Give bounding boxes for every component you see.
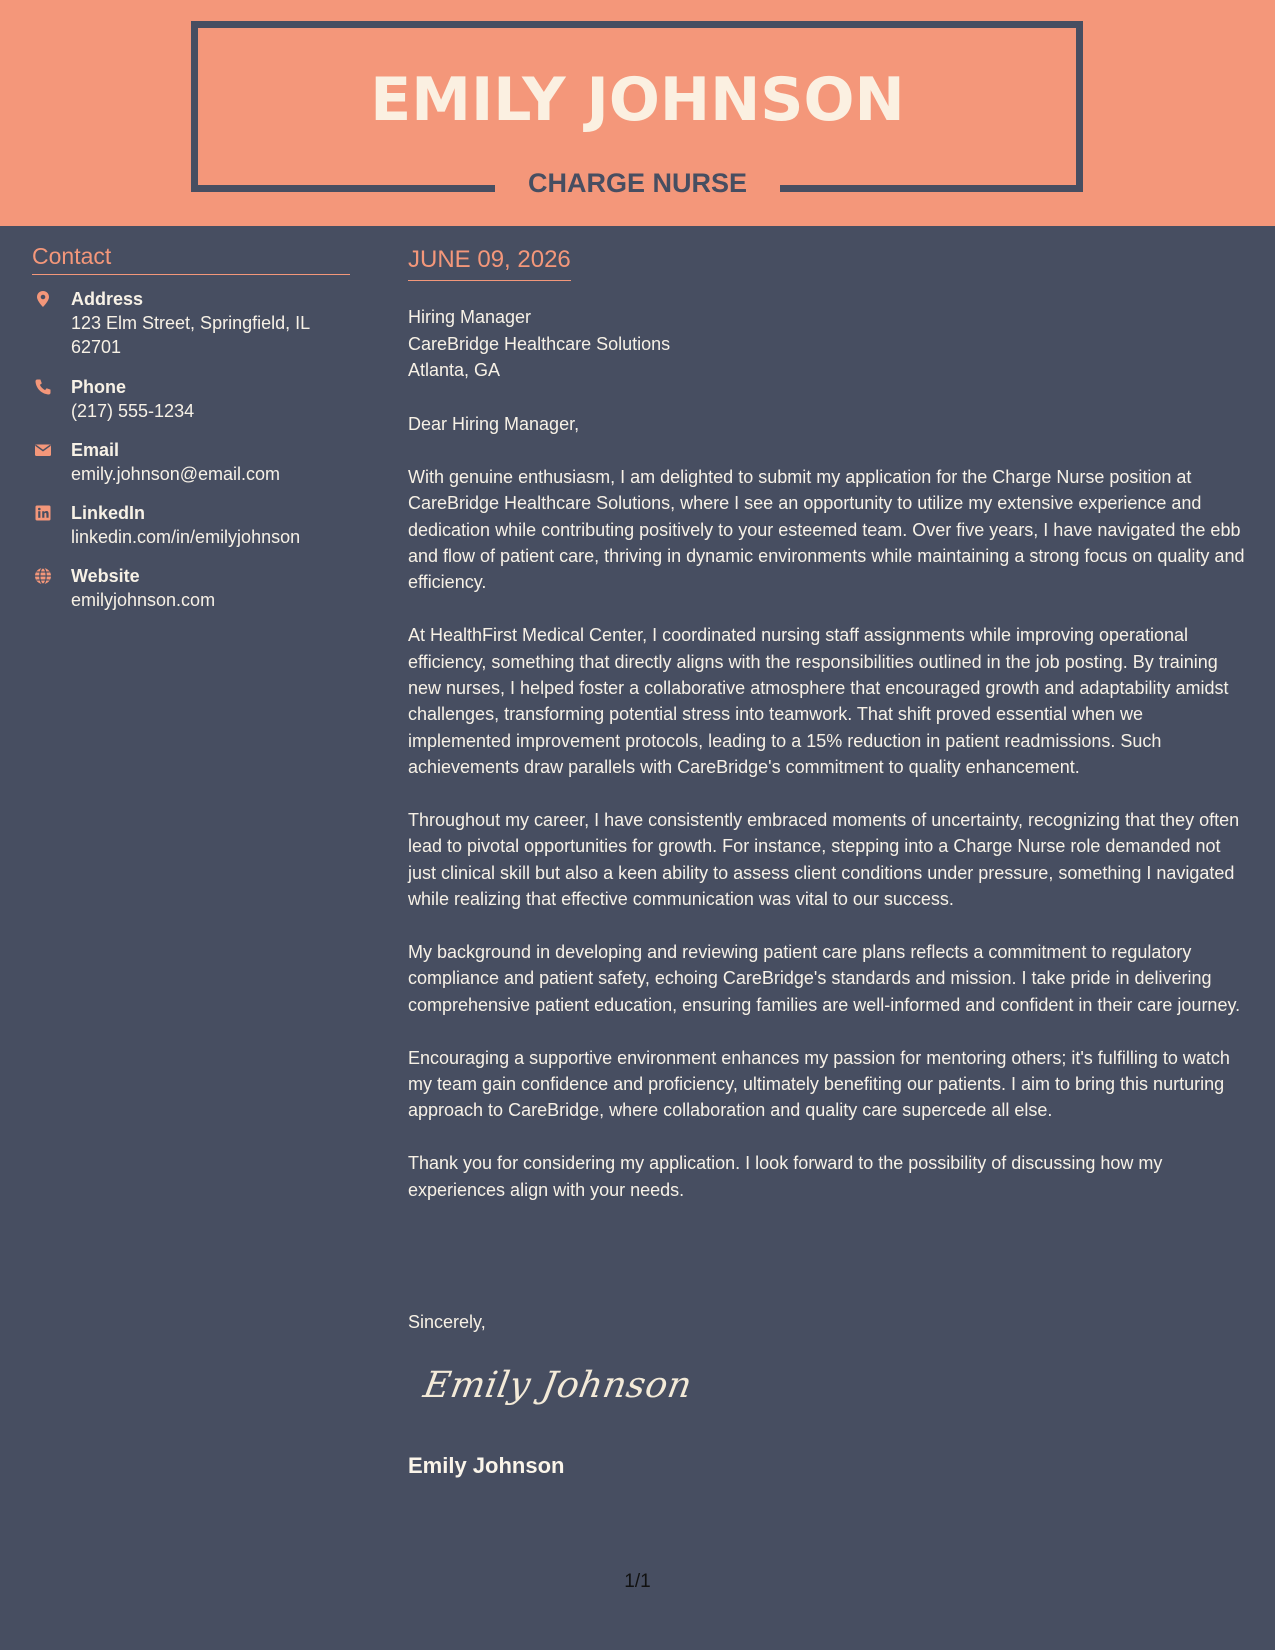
page-number: 1/1 — [624, 1571, 651, 1592]
contact-label: LinkedIn — [71, 503, 146, 523]
job-title: CHARGE NURSE — [527, 168, 748, 198]
closing: Sincerely, — [408, 1312, 486, 1332]
contact-label: Email — [71, 440, 120, 460]
map-pin-icon — [34, 290, 52, 308]
contact-label: Address — [71, 289, 144, 309]
contact-value: 123 Elm Street, Springfield, IL 62701 — [71, 313, 310, 357]
contact-label: Phone — [71, 377, 127, 397]
contact-value: emily.johnson@email.com — [71, 464, 281, 484]
letter-paragraph: Thank you for considering my application. I look forward to the possibility of discussing how my experiences align with your needs. — [408, 1153, 1163, 1200]
recipient-line: Hiring Manager — [408, 307, 532, 327]
salutation: Dear Hiring Manager, — [408, 414, 580, 434]
globe-icon — [34, 567, 52, 585]
letter-paragraph: With genuine enthusiasm, I am delighted to submit my application for the Charge Nurse position at CareBridge Healthcare Solutions, where I see an opportunity to utilize my extensive experience and dedication while contributing positively to your esteemed team. Over five years, I have navigated the ebb and flow of patient care, thriving in dynamic environments while maintaining a strong focus on quality and efficiency. — [408, 466, 1245, 593]
contact-value: emilyjohnson.com — [71, 590, 216, 610]
envelope-icon — [34, 441, 52, 459]
header-band — [0, 0, 1275, 226]
signature: Emily Johnson — [420, 1365, 696, 1406]
letter-paragraph: My background in developing and reviewing patient care plans reflects a commitment to regulatory compliance and patient safety, echoing CareBridge's standards and mission. I take pride in delivering comprehensive patient education, ensuring families are well-informed and confident in their care journey. — [408, 942, 1241, 1015]
contact-heading: Contact — [32, 241, 350, 275]
recipient-block — [408, 304, 670, 384]
phone-icon — [34, 378, 52, 396]
letter-body — [408, 411, 1250, 1229]
signer-name: Emily Johnson — [408, 1453, 565, 1478]
applicant-name: EMILY JOHNSON — [370, 65, 905, 135]
letter-paragraph: At HealthFirst Medical Center, I coordinated nursing staff assignments while improving operational efficiency, something that directly aligns with the responsibilities outlined in the job posting. By training new nurses, I helped foster a collaborative atmosphere that encouraged growth and adaptability amidst challenges, transforming potential stress into teamwork. That shift proved essential when we implemented improvement protocols, leading to a 15% reduction in patient readmissions. Such achievements draw parallels with CareBridge's commitment to quality enhancement. — [408, 625, 1229, 778]
letter-paragraph: Throughout my career, I have consistently embraced moments of uncertainty, recognizing that they often lead to pivotal opportunities for growth. For instance, stepping into a Charge Nurse role demanded not just clinical skill but also a keen ability to assess client conditions under pressure, something I navigated while realizing that effective communication was vital to our success. — [408, 810, 1240, 910]
linkedin-icon — [34, 504, 52, 522]
recipient-line: Atlanta, GA — [408, 360, 501, 380]
letter-date: JUNE 09, 2026 — [408, 245, 571, 281]
recipient-line: CareBridge Healthcare Solutions — [408, 333, 671, 354]
contact-value: (217) 555-1234 — [71, 401, 195, 421]
letter-paragraph: Encouraging a supportive environment enhances my passion for mentoring others; it's fulfilling to watch my team gain confidence and proficiency, ultimately benefiting our patients. I aim to bring this nurturing approach to CareBridge, where collaboration and quality care supercede all else. — [408, 1047, 1230, 1121]
contact-value: linkedin.com/in/emilyjohnson — [71, 527, 301, 547]
contact-label: Website — [71, 566, 140, 586]
